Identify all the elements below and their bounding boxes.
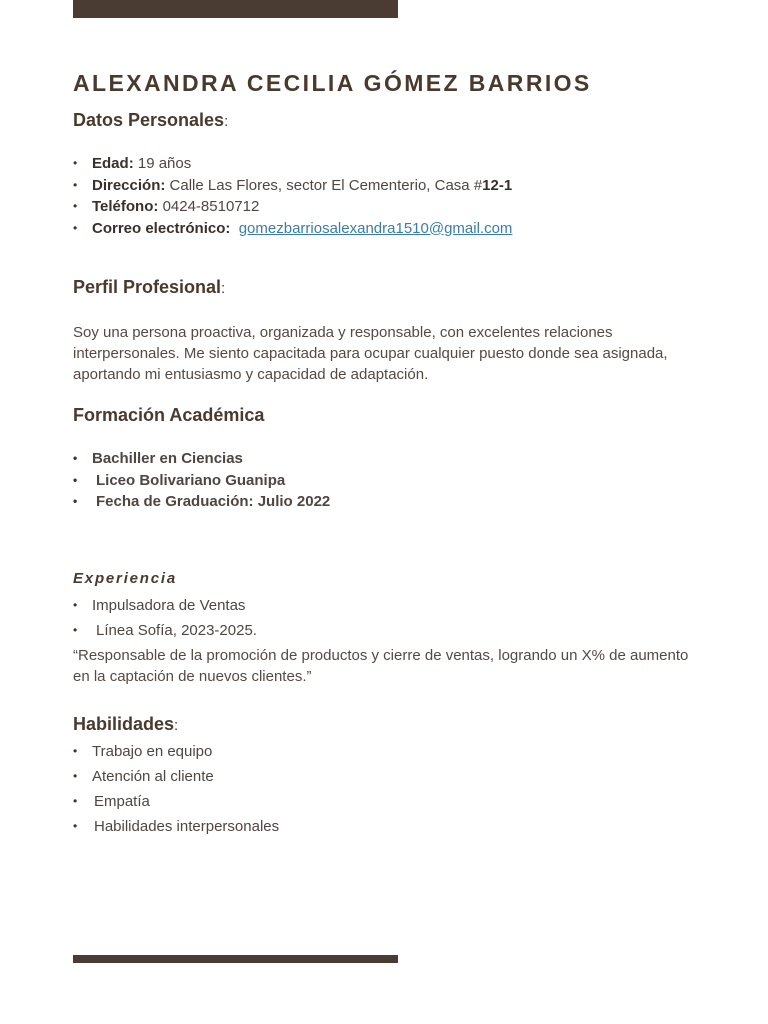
education-list [73,448,330,513]
skills-heading: Habilidades: [73,714,179,734]
experience-heading: Experiencia [73,570,178,587]
list-item: • Bachiller en Ciencias [73,448,330,470]
list-item-edad: • Edad: 19 años [73,153,512,175]
list-item: • Impulsadora de Ventas [73,593,257,618]
list-item: • Habilidades interpersonales [73,814,279,839]
correo-label: Correo electrónico [92,219,226,237]
list-item: • Liceo Bolivariano Guanipa [73,470,330,492]
education-heading: Formación Académica [73,405,265,425]
list-item: • Línea Sofía, 2023-2025. [73,618,257,643]
bottom-accent-bar [73,955,398,963]
list-item-correo: • Correo electrónico: gomezbarriosalexandra1510@gmail.com [73,218,512,240]
top-accent-bar [73,0,398,18]
profile-heading: Perfil Profesional: [73,277,226,297]
list-item-graduation: • Fecha de Graduación: Julio 2022 [73,491,330,513]
profile-text: Soy una persona proactiva, organizada y responsable, con excelentes relaciones interpersonales. Me siento capacitada para ocupar cualquier puesto donde sea asignada, aportando mi entusiasmo y capacidad de adaptación. [73,324,668,383]
edad-value: 19 años [137,155,192,172]
list-item-direccion [73,175,512,197]
list-item: • Empatía [73,789,279,814]
skills-list [73,739,279,839]
list-item: • Trabajo en equipo [73,739,279,764]
direccion-value: Calle Las Flores, sector El Cementerio, Casa # [169,176,483,194]
direccion-number: 12-1 [482,176,513,194]
personal-data-heading: Datos Personales: [73,110,229,130]
telefono-value: 0424-8510712 [162,198,260,215]
list-item-telefono: • Teléfono: 0424-8510712 [73,196,512,218]
email-link[interactable]: gomezbarriosalexandra1510@gmail.com [238,219,513,237]
edad-label: Edad [92,155,129,172]
candidate-name: ALEXANDRA CECILIA GÓMEZ BARRIOS [73,70,592,96]
experience-quote: “Responsable de la promoción de productos y cierre de ventas, logrando un X% de aumento en la captación de nuevos clientes.” [73,647,689,685]
list-item: • Atención al cliente [73,764,279,789]
graduation-label: Fecha de Graduación [96,493,249,510]
experience-list [73,593,257,643]
graduation-value: Julio 2022 [257,493,331,510]
telefono-label: Teléfono [92,198,154,215]
direccion-label: Dirección: [92,176,166,194]
personal-data-list [73,153,512,239]
